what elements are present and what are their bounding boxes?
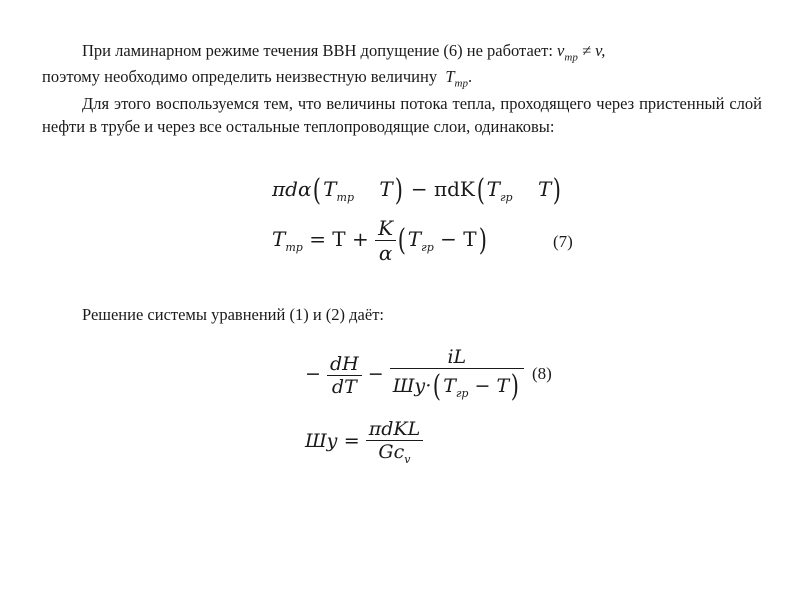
- p1-text: При ламинарном режиме течения ВВН допущение (6) не работает:: [82, 41, 553, 60]
- v-tp: $v_{тр}$: [557, 41, 578, 64]
- equation-2: $T_{тр} = T$ + $\frac{K}{\alpha}$ $(T_{гр} - T)$: [272, 216, 487, 265]
- paragraph-1-line2: [42, 66, 762, 94]
- neq-v: ≠ v,: [581, 41, 606, 60]
- paragraph-1: [42, 40, 762, 68]
- equation-1: $\pi d\alpha(T_{тр}$ $T) - \pi dK(T_{гр}$ T): [272, 173, 562, 208]
- eq1-mid: − πdK: [410, 177, 475, 201]
- equation-8: − $\frac{dH}{dT}$ − $\frac{iL}{Шу\cdot(T_{гр} - T)}$: [305, 346, 524, 404]
- equation-9: Шу = $\frac{\text{πdKL}}{Gc_v}$: [305, 418, 423, 466]
- eq2-rhs: = T +: [309, 227, 369, 251]
- paragraph-3: Решение системы уравнений (1) и (2) даёт:: [82, 305, 384, 324]
- p1-end: .: [467, 67, 473, 86]
- T-tp: $T_{тр}$: [445, 67, 468, 90]
- p1-line2-text: поэтому необходимо определить неизвестную величину: [42, 67, 438, 86]
- eq2-fraction: $\frac{K}{\alpha}$: [375, 216, 396, 265]
- paragraph-2: Для этого воспользуемся тем, что величины потока тепла, проходящего через пристенный слой нефти в трубе и через все остальные теплопроводящие слои, одинаковы:: [42, 94, 762, 136]
- eq1-lhs: πdα: [272, 177, 312, 201]
- equation-7-label: (7): [553, 232, 573, 251]
- equation-8-label: (8): [532, 364, 552, 383]
